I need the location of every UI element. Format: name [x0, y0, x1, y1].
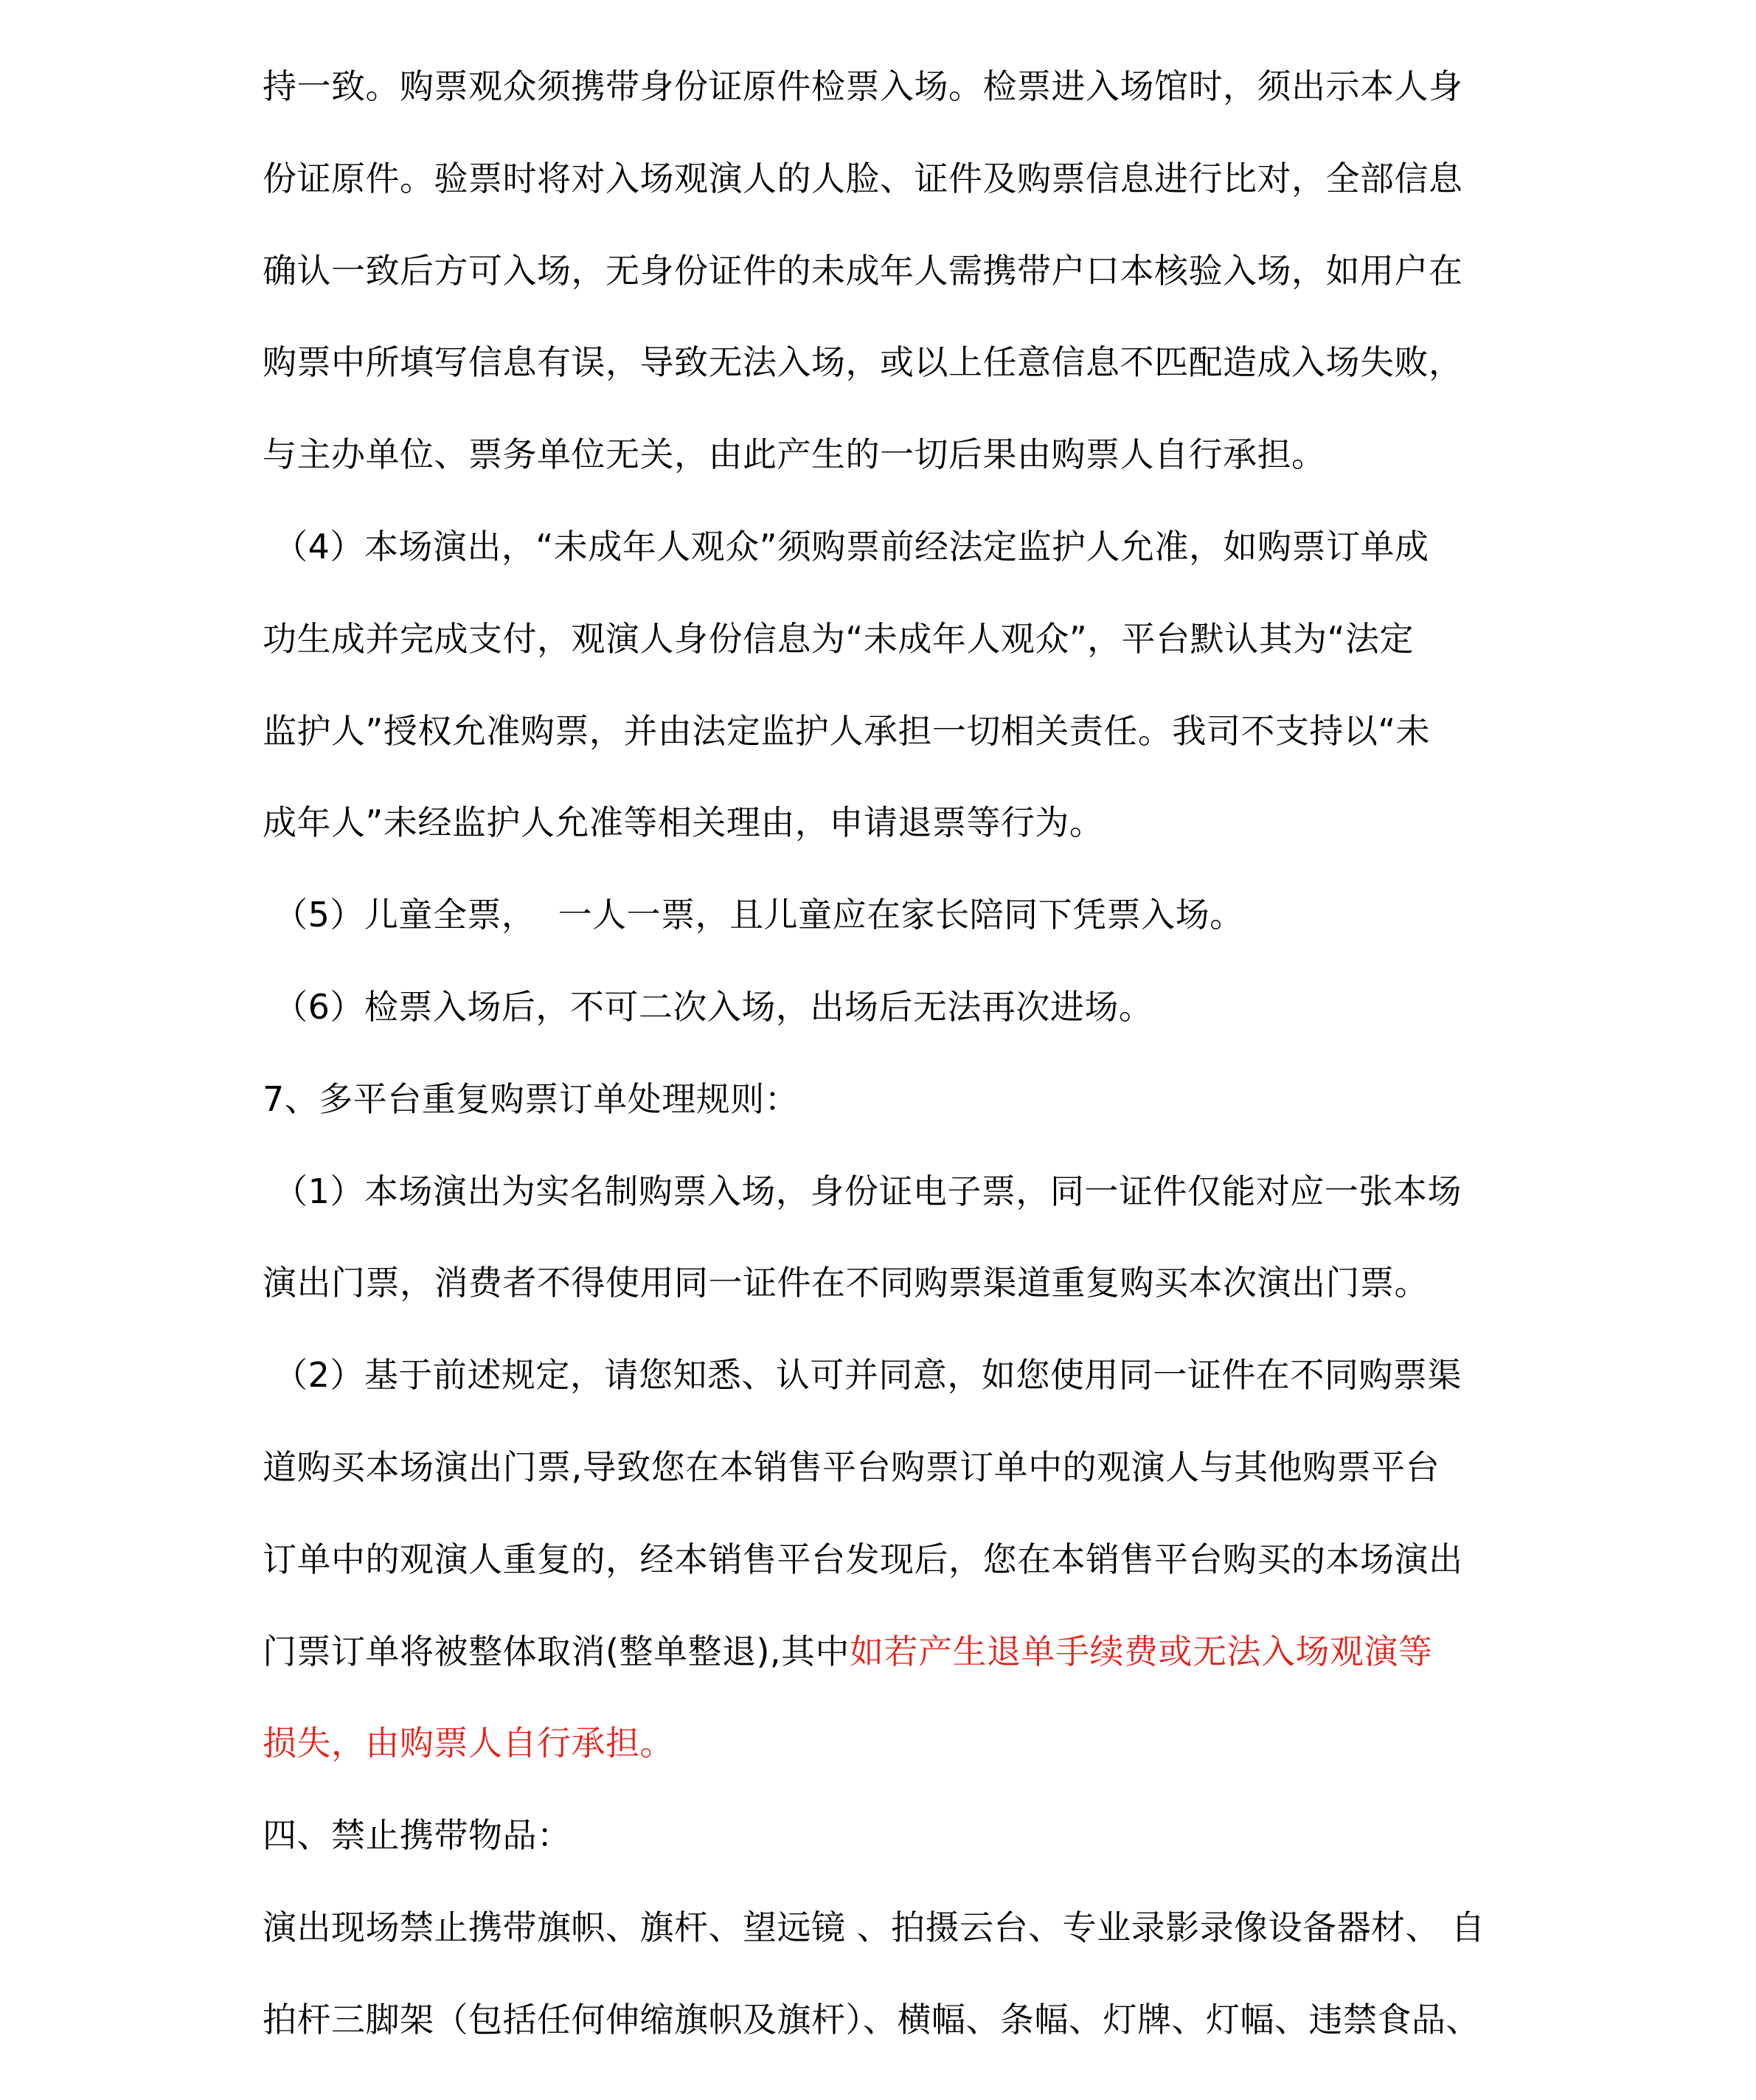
text-line — [263, 1511, 1513, 1604]
text-line — [263, 314, 1513, 406]
text-line — [263, 1419, 1513, 1511]
body-text: 监护人”授权允准购票，并由法定监护人承担一切相关责任。我司不支持以“未 — [263, 710, 1431, 751]
body-text: 7、多平台重复购票订单处理规则： — [263, 1078, 799, 1119]
text-line — [263, 1879, 1513, 1972]
text-line — [263, 131, 1513, 223]
body-text: 持一致。购票观众须携带身份证原件检票入场。检票进入场馆时，须出示本人身 — [263, 66, 1463, 107]
body-text: 功生成并完成支付，观演人身份信息为“未成年人观众”，平台默认其为“法定 — [263, 618, 1414, 659]
text-line — [263, 1604, 1513, 1696]
body-text: （5）儿童全票， 一人一票，且儿童应在家长陪同下凭票入场。 — [263, 895, 1244, 935]
body-text: 道购买本场演出门票,导致您在本销售平台购票订单中的观演人与其他购票平台 — [263, 1447, 1440, 1488]
body-text: 拍杆三脚架（包括任何伸缩旗帜及旗杆）、横幅、条幅、灯牌、灯幅、违禁食品、 — [263, 1999, 1480, 2040]
body-text: 确认一致后方可入场，无身份证件的未成年人需携带户口本核验入场，如用户在 — [263, 250, 1463, 291]
body-text: 成年人”未经监护人允准等相关理由，申请退票等行为。 — [263, 803, 1104, 843]
text-line — [263, 499, 1513, 591]
text-line — [263, 1051, 1513, 1143]
body-text: 四、禁止携带物品： — [263, 1815, 572, 1856]
text-line — [263, 1143, 1513, 1236]
text-line — [263, 1787, 1513, 1879]
text-line — [263, 591, 1513, 683]
text-line — [263, 867, 1513, 959]
text-line — [263, 406, 1513, 499]
text-line — [263, 1235, 1513, 1327]
body-text: 演出门票，消费者不得使用同一证件在不同购票渠道重复购买本次演出门票。 — [263, 1263, 1429, 1303]
text-line — [263, 683, 1513, 775]
text-line — [263, 1695, 1513, 1787]
body-text: （1）本场演出为实名制购票入场，身份证电子票，同一证件仅能对应一张本场 — [263, 1171, 1462, 1211]
text-line — [263, 1972, 1513, 2064]
text-line — [263, 1327, 1513, 1419]
body-text: 门票订单将被整体取消(整单整退),其中 — [263, 1631, 850, 1671]
highlight-red-text: 损失，由购票人自行承担。 — [263, 1723, 674, 1764]
body-text: 与主办单位、票务单位无关，由此产生的一切后果由购票人自行承担。 — [263, 434, 1326, 475]
body-text: （6）检票入场后，不可二次入场，出场后无法再次进场。 — [263, 987, 1153, 1028]
body-text: 购票中所填写信息有误，导致无法入场，或以上任意信息不匹配造成入场失败， — [263, 342, 1463, 383]
highlight-red-text: 如若产生退单手续费或无法入场观演等 — [850, 1631, 1433, 1671]
body-text: 演出现场禁止携带旗帜、旗杆、望远镜 、拍摄云台、专业录影录像设备器材、 自 — [263, 1907, 1485, 1948]
body-text: （4）本场演出，“未成年人观众”须购票前经法定监护人允准，如购票订单成 — [263, 527, 1429, 567]
text-line — [263, 223, 1513, 315]
text-line — [263, 959, 1513, 1051]
text-line — [263, 774, 1513, 867]
body-text: （2）基于前述规定，请您知悉、认可并同意，如您使用同一证件在不同购票渠 — [263, 1355, 1462, 1396]
text-line — [263, 38, 1513, 131]
body-text: 订单中的观演人重复的，经本销售平台发现后，您在本销售平台购买的本场演出 — [263, 1539, 1463, 1579]
body-text: 份证原件。验票时将对入场观演人的人脸、证件及购票信息进行比对，全部信息 — [263, 158, 1463, 198]
